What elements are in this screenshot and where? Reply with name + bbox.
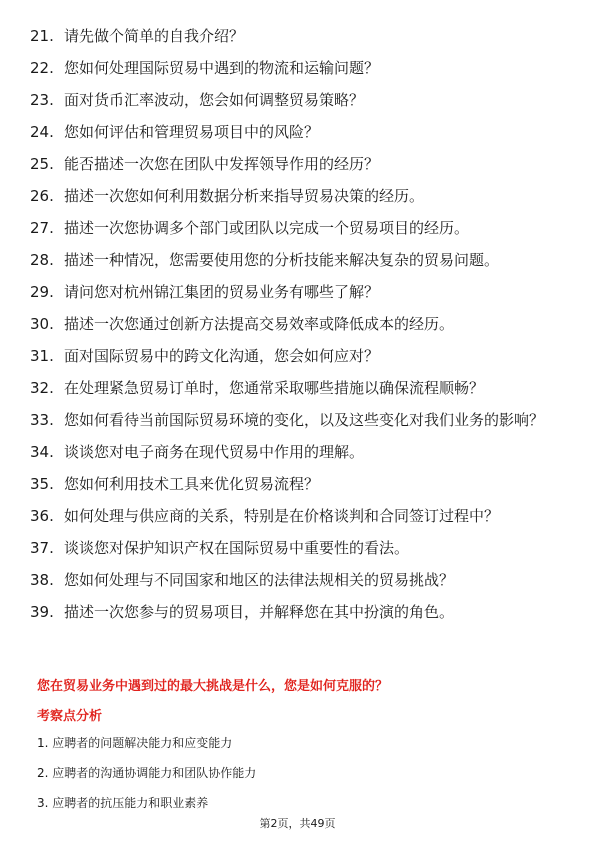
question-item <box>30 314 570 334</box>
question-item <box>30 58 570 78</box>
question-number: 30. <box>30 315 54 333</box>
question-number: 29. <box>30 283 54 301</box>
question-number: 36. <box>30 507 54 525</box>
question-item <box>30 570 570 590</box>
question-item <box>30 410 570 430</box>
question-item <box>30 538 570 558</box>
question-text: 描述一种情况，您需要使用您的分析技能来解决复杂的贸易问题。 <box>64 251 500 269</box>
question-text: 能否描述一次您在团队中发挥领导作用的经历？ <box>64 155 380 173</box>
question-number: 35. <box>30 475 54 493</box>
question-item <box>30 90 570 110</box>
question-number: 21. <box>30 27 54 45</box>
question-text: 描述一次您通过创新方法提高交易效率或降低成本的经历。 <box>64 315 455 333</box>
question-text: 请先做个简单的自我介绍？ <box>64 27 245 45</box>
question-item <box>30 378 570 398</box>
analysis-heading: 考察点分析 <box>37 709 103 724</box>
question-text: 如何处理与供应商的关系，特别是在价格谈判和合同签订过程中？ <box>64 507 500 525</box>
question-item <box>30 506 570 526</box>
question-item <box>30 186 570 206</box>
question-text: 您如何处理与不同国家和地区的法律法规相关的贸易挑战？ <box>64 571 455 589</box>
question-text: 描述一次您参与的贸易项目，并解释您在其中扮演的角色。 <box>64 603 455 621</box>
question-text: 谈谈您对保护知识产权在国际贸易中重要性的看法。 <box>64 539 410 557</box>
page-footer: 第2页，共49页 <box>259 817 336 830</box>
question-text: 描述一次您如何利用数据分析来指导贸易决策的经历。 <box>64 187 425 205</box>
question-number: 33. <box>30 411 54 429</box>
question-item <box>30 250 570 270</box>
question-item <box>30 442 570 462</box>
question-number: 22. <box>30 59 54 77</box>
question-number: 32. <box>30 379 54 397</box>
question-text: 面对货币汇率波动，您会如何调整贸易策略？ <box>64 91 365 109</box>
question-text: 您如何看待当前国际贸易环境的变化，以及这些变化对我们业务的影响？ <box>64 411 545 429</box>
question-text: 您如何评估和管理贸易项目中的风险？ <box>64 123 320 141</box>
question-number: 38. <box>30 571 54 589</box>
question-number: 26. <box>30 187 54 205</box>
question-number: 23. <box>30 91 54 109</box>
question-item <box>30 154 570 174</box>
question-text: 描述一次您协调多个部门或团队以完成一个贸易项目的经历。 <box>64 219 470 237</box>
question-text: 在处理紧急贸易订单时，您通常采取哪些措施以确保流程顺畅？ <box>64 379 485 397</box>
question-number: 31. <box>30 347 54 365</box>
question-text: 请问您对杭州锦江集团的贸易业务有哪些了解？ <box>64 283 380 301</box>
question-number: 34. <box>30 443 54 461</box>
question-item <box>30 282 570 302</box>
question-number: 39. <box>30 603 54 621</box>
analysis-list <box>37 735 256 825</box>
question-item <box>30 474 570 494</box>
analysis-item: 3. 应聘者的抗压能力和职业素养 <box>37 796 209 810</box>
question-text: 您如何利用技术工具来优化贸易流程？ <box>64 475 320 493</box>
question-item <box>30 602 570 622</box>
question-item <box>30 346 570 366</box>
question-number: 27. <box>30 219 54 237</box>
analysis-item: 2. 应聘者的沟通协调能力和团队协作能力 <box>37 766 257 780</box>
question-text: 您如何处理国际贸易中遇到的物流和运输问题？ <box>64 59 380 77</box>
question-list <box>30 26 570 634</box>
question-item <box>30 218 570 238</box>
question-item <box>30 26 570 46</box>
question-number: 25. <box>30 155 54 173</box>
question-number: 24. <box>30 123 54 141</box>
highlight-question: 您在贸易业务中遇到过的最大挑战是什么，您是如何克服的？ <box>37 679 389 694</box>
question-number: 37. <box>30 539 54 557</box>
question-number: 28. <box>30 251 54 269</box>
question-text: 面对国际贸易中的跨文化沟通，您会如何应对？ <box>64 347 380 365</box>
question-text: 谈谈您对电子商务在现代贸易中作用的理解。 <box>64 443 365 461</box>
analysis-item: 1. 应聘者的问题解决能力和应变能力 <box>37 736 233 750</box>
question-item <box>30 122 570 142</box>
